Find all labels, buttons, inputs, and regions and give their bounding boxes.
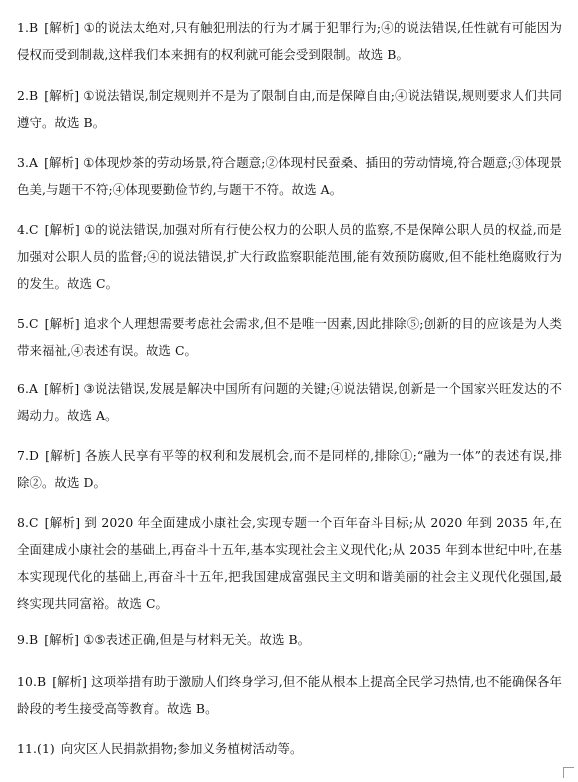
answer-explanation: [解析] 到 2020 年全面建成小康社会,实现专题一个百年奋斗目标;从 2020 年到 2035 年,在全面建成小康社会的基础上,再奋斗十五年,基本实现社会主义现代化;从 2035 年到本世纪中叶,在基本实现现代化的基础上,再奋斗十五年,把我国建成富强民主文明和谐美丽的社会主义现代化强国,最终实现共同富裕。故选 C。 xyxy=(17,515,562,611)
answer-item-4 xyxy=(17,216,562,297)
answer-number: 2.B xyxy=(17,88,39,103)
answer-number: 5.C xyxy=(17,316,39,331)
answer-number: 6.A xyxy=(17,381,39,396)
answer-item-3 xyxy=(17,149,562,203)
answer-number: 4.C xyxy=(17,222,39,237)
answer-number: 7.D xyxy=(17,448,40,463)
answer-number: 1.B xyxy=(17,20,39,35)
answer-item-1 xyxy=(17,14,562,68)
answer-number: 3.A xyxy=(17,155,39,170)
answer-item-9 xyxy=(17,626,562,653)
page-corner-mark xyxy=(563,767,574,778)
answer-item-6 xyxy=(17,375,562,429)
answer-explanation: 向灾区人民捐款捐物;参加义务植树活动等。 xyxy=(60,741,303,756)
answer-explanation: [解析] ①的说法太绝对,只有触犯刑法的行为才属于犯罪行为;④的说法错误,任性就有可能因为侵权而受到制裁,这样我们本来拥有的权利就可能会受到限制。故选 B。 xyxy=(17,20,562,62)
answer-number: 9.B xyxy=(17,632,39,647)
answer-explanation: [解析] 各族人民享有平等的权利和发展机会,而不是同样的,排除①;“融为一体”的表述有误,排除②。故选 D。 xyxy=(17,448,562,490)
answer-explanation: [解析] 追求个人理想需要考虑社会需求,但不是唯一因素,因此排除⑤;创新的目的应该是为人类带来福祉,④表述有误。故选 C。 xyxy=(17,316,562,358)
answer-number: 11.(1) xyxy=(17,741,55,756)
answer-item-7 xyxy=(17,442,562,496)
answer-item-5 xyxy=(17,310,562,364)
answer-item-8 xyxy=(17,509,562,617)
answer-explanation: [解析] ③说法错误,发展是解决中国所有问题的关键;④说法错误,创新是一个国家兴旺发达的不竭动力。故选 A。 xyxy=(17,381,562,423)
answer-explanation: [解析] ①说法错误,制定规则并不是为了限制自由,而是保障自由;④说法错误,规则要求人们共同遵守。故选 B。 xyxy=(17,88,562,130)
answer-item-2 xyxy=(17,82,562,136)
answer-explanation: [解析] 这项举措有助于激励人们终身学习,但不能从根本上提高全民学习热情,也不能确保各年龄段的考生接受高等教育。故选 B。 xyxy=(17,674,562,716)
answer-explanation: [解析] ①的说法错误,加强对所有行使公权力的公职人员的监察,不是保障公职人员的权益,而是加强对公职人员的监督;④的说法错误,扩大行政监察职能范围,能有效预防腐败,但不能杜绝腐败行为的发生。故选 C。 xyxy=(17,222,562,291)
answer-item-11 xyxy=(17,735,562,762)
answer-number: 8.C xyxy=(17,515,39,530)
answer-item-10 xyxy=(17,668,562,722)
answer-explanation: [解析] ①⑤表述正确,但是与材料无关。故选 B。 xyxy=(44,632,311,647)
answer-number: 10.B xyxy=(17,674,47,689)
answer-explanation: [解析] ①体现炒茶的劳动场景,符合题意;②体现村民蚕桑、插田的劳动情境,符合题意;③体现景色美,与题干不符;④体现要勤俭节约,与题干不符。故选 A。 xyxy=(17,155,562,197)
